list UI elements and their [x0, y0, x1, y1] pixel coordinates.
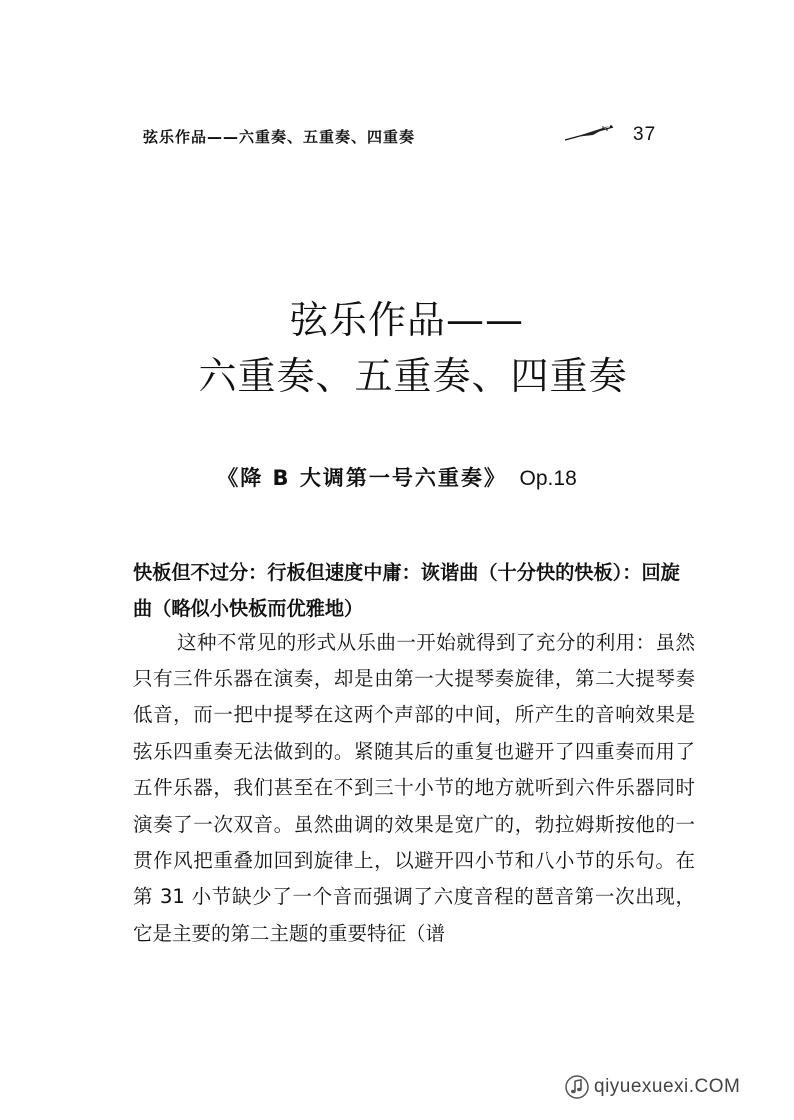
work-heading	[0, 462, 794, 492]
movement-list: 快板但不过分：行板但速度中庸：诙谐曲（十分快的快板）：回旋曲（略似小快板而优雅地）	[133, 561, 680, 621]
feather-flourish-icon	[563, 124, 615, 142]
body-paragraph: 这种不常见的形式从乐曲一开始就得到了充分的利用：虽然只有三件乐器在演奏，却是由第一大提琴奏旋律，第二大提琴奏低音，而一把中提琴在这两个声部的中间，所产生的音响效果是弦乐四重奏无法做到的。紧随其后的重复也避开了四重奏而用了五件乐器，我们甚至在不到三十小节的地方就听到六件乐器同时演奏了一次双音。虽然曲调的效果是宽广的，勃拉姆斯按他的一贯作风把重叠加回到旋律上，以避开四小节和八小节的乐句。在第 31 小节缺少了一个音而强调了六度音程的琶音第一次出现，它是主要的第二主题的重要特征（谱	[133, 630, 695, 945]
running-head-title: 弦乐作品——六重奏、五重奏、四重奏	[143, 128, 416, 146]
chapter-title-line1: 弦乐作品——	[289, 298, 524, 343]
chapter-title-line2: 六重奏、五重奏、四重奏	[198, 354, 628, 399]
page-number: 37	[633, 124, 657, 145]
work-name: 《降 B 大调第一号六重奏》	[217, 466, 507, 490]
watermark-text: qiyuexuexi.COM	[594, 1076, 741, 1097]
running-head	[143, 122, 663, 148]
work-opus: Op.18	[519, 467, 577, 490]
music-logo-icon	[564, 1074, 590, 1100]
site-watermark	[560, 1072, 790, 1102]
